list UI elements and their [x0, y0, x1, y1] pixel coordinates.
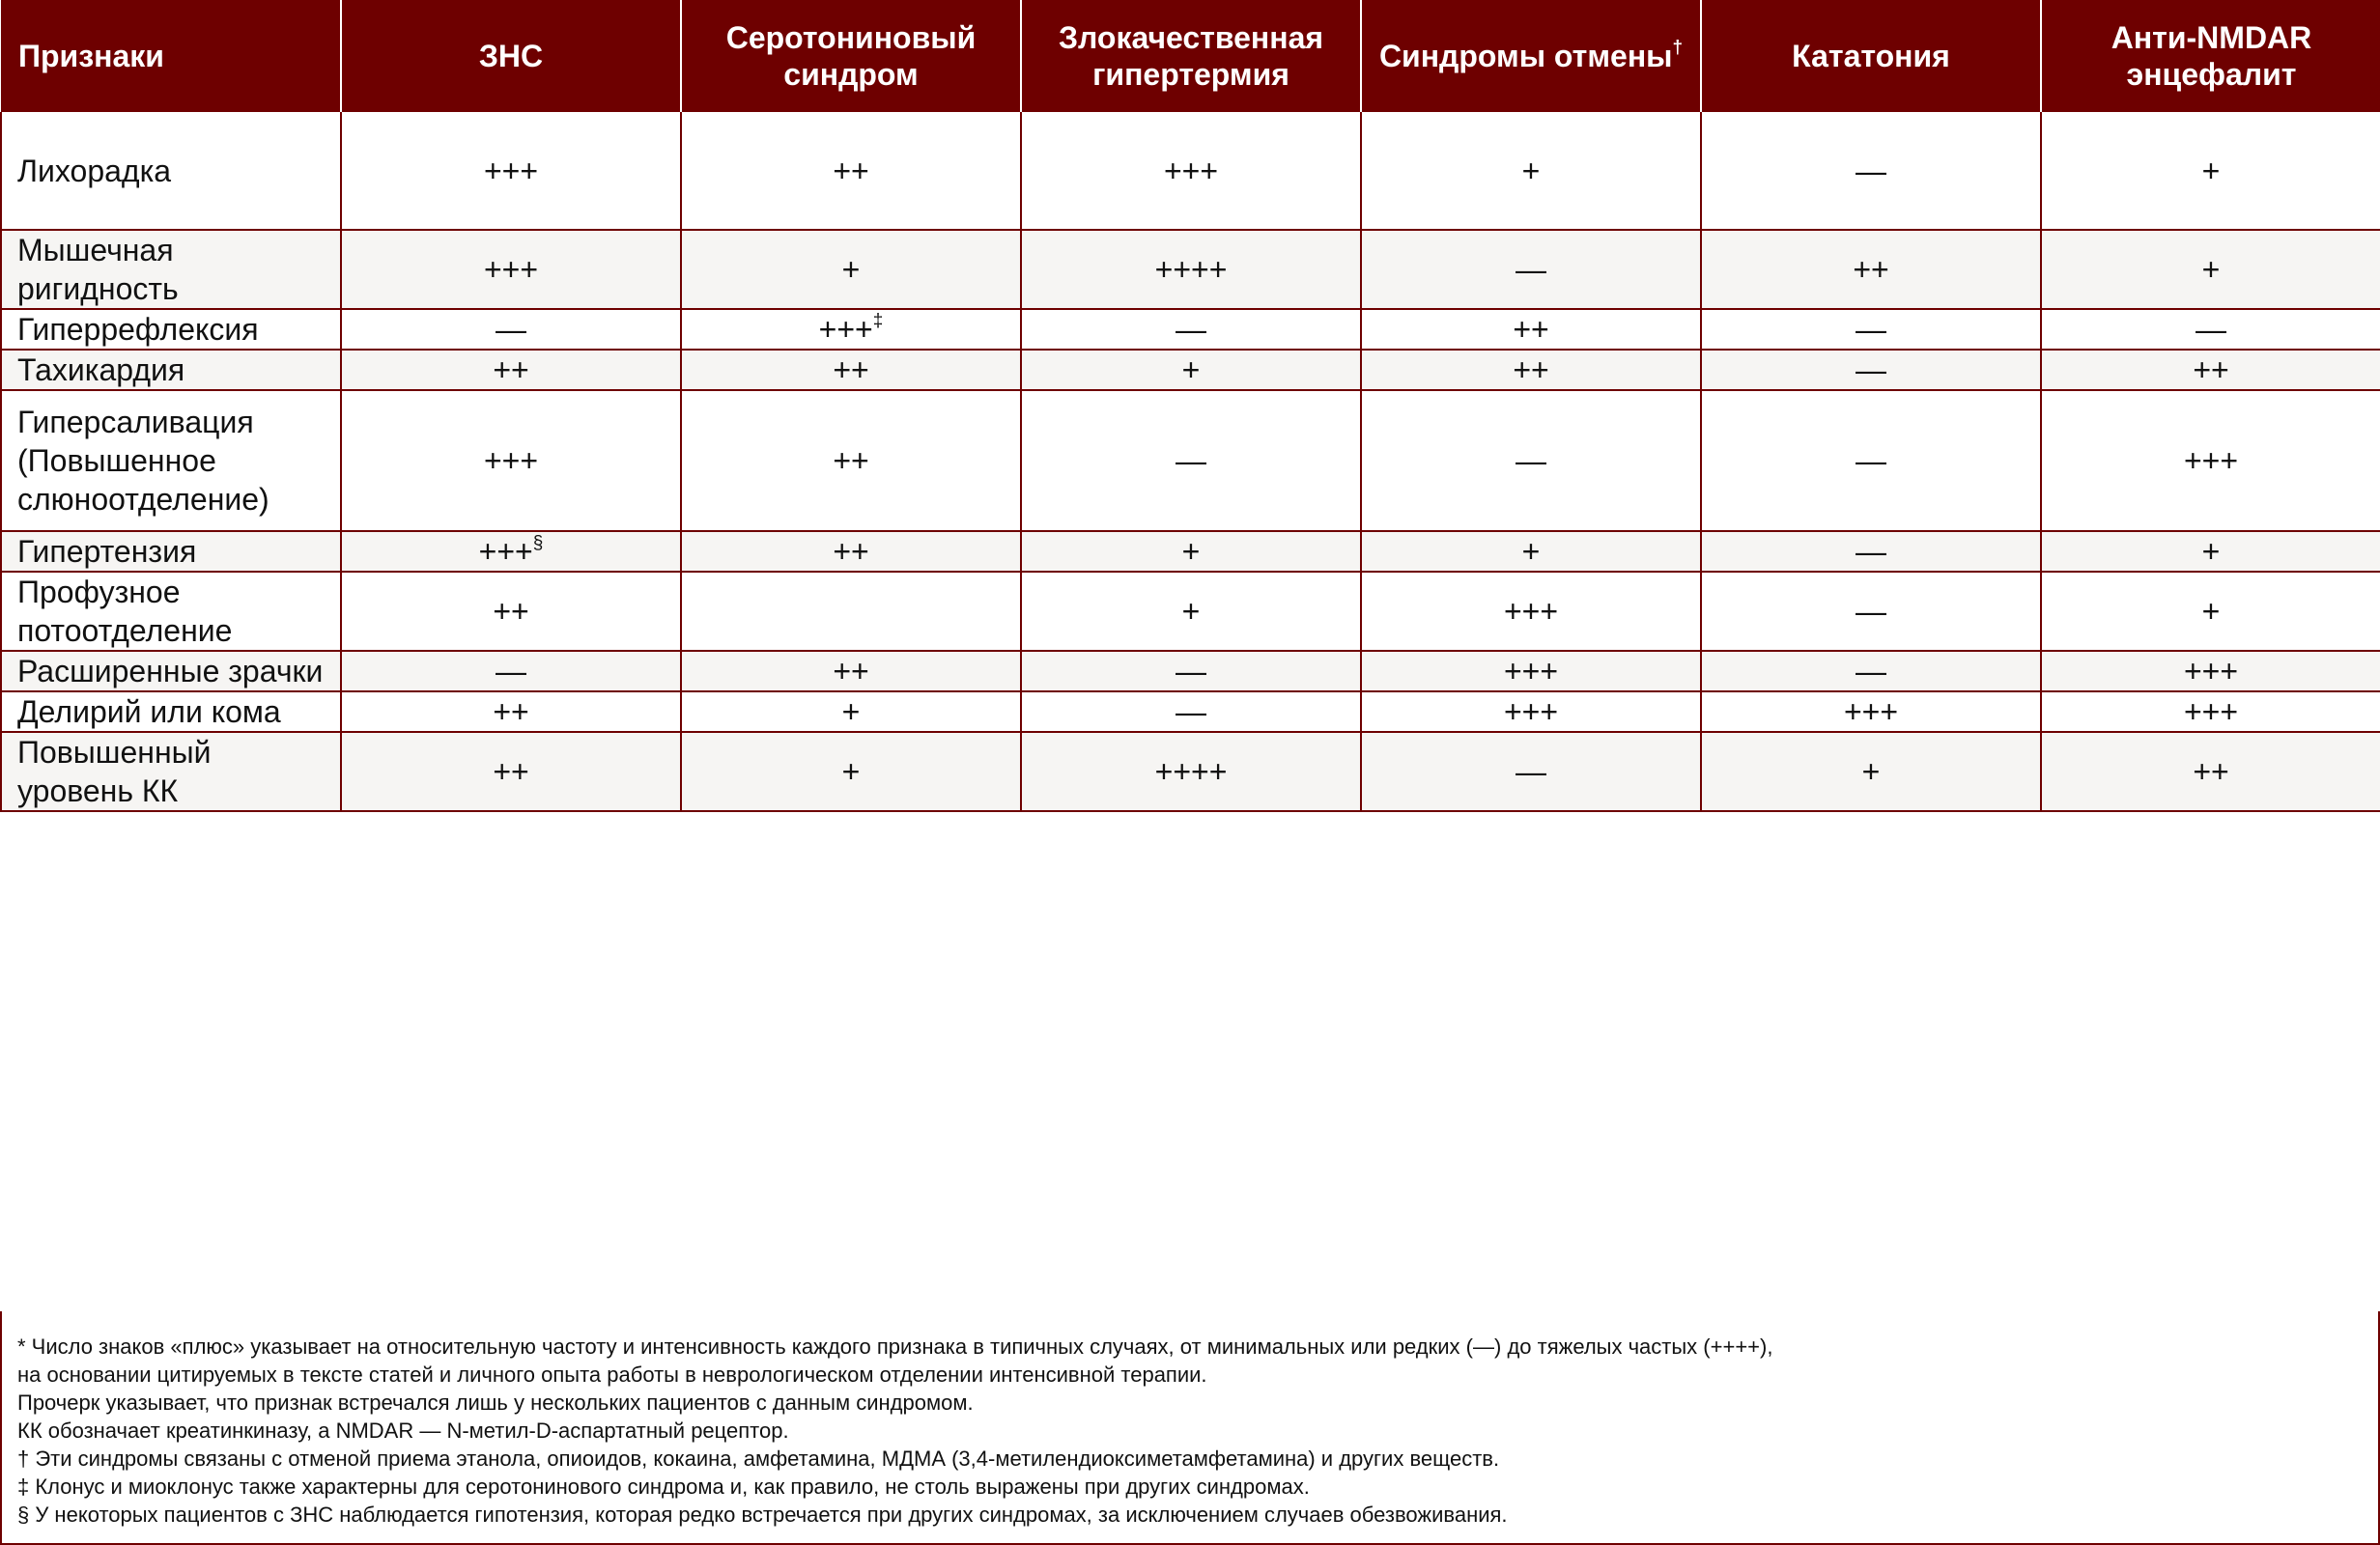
value-cell: + [1701, 732, 2041, 811]
header-anti-nmdar-encephalitis: Анти-NMDAR энцефалит [2041, 0, 2380, 112]
value-cell: ++ [2041, 732, 2380, 811]
header-features: Признаки [1, 0, 341, 112]
header-nms: ЗНС [341, 0, 681, 112]
value-cell: + [1021, 531, 1361, 572]
value-cell: +++ [2041, 691, 2380, 732]
footnote-line: * Число знаков «плюс» указывает на относительную частоту и интенсивность каждого признака в типичных случаях, от минимальных или редких (—) до тяжелых частых (++++), [17, 1334, 1773, 1359]
table-row [1, 350, 2380, 390]
footnote-line: § У некоторых пациентов с ЗНС наблюдается гипотензия, которая редко встречается при других синдромах, за исключением случаев обезвоживания. [17, 1503, 1508, 1527]
value-cell: — [341, 309, 681, 350]
value-cell: — [1361, 390, 1701, 531]
value-cell: ++ [341, 691, 681, 732]
value-cell: — [1701, 390, 2041, 531]
value-cell: +++ [2041, 651, 2380, 691]
table-row [1, 390, 2380, 531]
value-cell: — [1361, 732, 1701, 811]
value-cell: — [1701, 572, 2041, 651]
value-cell: ++ [681, 390, 1021, 531]
value-cell: — [1701, 309, 2041, 350]
footnotes [0, 1311, 2380, 1545]
table-row [1, 309, 2380, 350]
value-cell: + [1021, 350, 1361, 390]
value-cell: — [1701, 531, 2041, 572]
value-cell: +++§ [341, 531, 681, 572]
value-cell: +++ [341, 230, 681, 309]
table-row [1, 572, 2380, 651]
table-row [1, 531, 2380, 572]
value-cell: — [1701, 350, 2041, 390]
value-cell: ++ [681, 350, 1021, 390]
value-cell: — [1021, 309, 1361, 350]
header-serotonin-syndrome: Серотониновый синдром [681, 0, 1021, 112]
table-row [1, 691, 2380, 732]
value-cell: + [2041, 112, 2380, 230]
table-row [1, 230, 2380, 309]
value-cell: +++ [2041, 390, 2380, 531]
feature-cell: Гипертензия [1, 531, 341, 572]
value-cell: + [2041, 572, 2380, 651]
value-cell: +++ [1701, 691, 2041, 732]
value-cell: — [1021, 651, 1361, 691]
value-cell: ++ [681, 112, 1021, 230]
footnote-line: † Эти синдромы связаны с отменой приема этанола, опиоидов, кокаина, амфетамина, МДМА (3,4-метилендиоксиметамфетамина) и других веществ. [17, 1447, 1500, 1471]
value-cell: + [2041, 531, 2380, 572]
value-cell: ++ [1361, 350, 1701, 390]
value-cell: — [1701, 651, 2041, 691]
feature-cell: Тахикардия [1, 350, 341, 390]
feature-cell: Лихорадка [1, 112, 341, 230]
value-cell: +++ [341, 390, 681, 531]
footnote-line: на основании цитируемых в тексте статей и личного опыта работы в неврологическом отделении интенсивной терапии. [17, 1362, 1207, 1387]
table-row [1, 732, 2380, 811]
value-cell: — [1361, 230, 1701, 309]
feature-cell: Расширенные зрачки [1, 651, 341, 691]
value-cell: ++ [1701, 230, 2041, 309]
value-cell: + [1361, 531, 1701, 572]
value-cell: ++ [2041, 350, 2380, 390]
value-cell: ++ [341, 350, 681, 390]
header-withdrawal-syndromes: Синдромы отмены† [1361, 0, 1701, 112]
footnote-line: Прочерк указывает, что признак встречался лишь у нескольких пациентов с данным синдромом. [17, 1390, 974, 1415]
feature-cell: Гиперрефлексия [1, 309, 341, 350]
value-cell: + [681, 230, 1021, 309]
value-cell: +++‡ [681, 309, 1021, 350]
table-row [1, 112, 2380, 230]
value-cell: ++ [681, 651, 1021, 691]
header-malignant-hyperthermia: Злокачественная гипертермия [1021, 0, 1361, 112]
value-cell: + [681, 691, 1021, 732]
feature-cell: Мышечная ригидность [1, 230, 341, 309]
value-cell: +++ [341, 112, 681, 230]
value-cell: + [1021, 572, 1361, 651]
value-cell: ++ [1361, 309, 1701, 350]
feature-cell: Делирий или кома [1, 691, 341, 732]
value-cell: ++ [681, 531, 1021, 572]
value-cell: ++ [341, 572, 681, 651]
value-cell: — [2041, 309, 2380, 350]
value-cell: + [681, 732, 1021, 811]
footnote-line: КК обозначает креатинкиназу, а NMDAR — N-метил-D-аспартатный рецептор. [17, 1419, 789, 1443]
value-cell: ++++ [1021, 230, 1361, 309]
value-cell: + [2041, 230, 2380, 309]
value-cell: — [1021, 390, 1361, 531]
header-catatonia: Кататония [1701, 0, 2041, 112]
value-cell: +++ [1021, 112, 1361, 230]
feature-cell: Повышенный уровень КК [1, 732, 341, 811]
value-cell: ++ [341, 732, 681, 811]
table-row [1, 651, 2380, 691]
value-cell: + [1361, 112, 1701, 230]
feature-cell: Гиперсаливация (Повышенное слюноотделение) [1, 390, 341, 531]
feature-cell: Профузное потоотделение [1, 572, 341, 651]
value-cell: +++ [1361, 651, 1701, 691]
table-header-row [1, 0, 2380, 112]
value-cell: — [1701, 112, 2041, 230]
value-cell: ++++ [1021, 732, 1361, 811]
value-cell [681, 572, 1021, 651]
value-cell: — [341, 651, 681, 691]
value-cell: +++ [1361, 691, 1701, 732]
value-cell: — [1021, 691, 1361, 732]
value-cell: +++ [1361, 572, 1701, 651]
footnote-line: ‡ Клонус и миоклонус также характерны для серотонинового синдрома и, как правило, не столь выражены при других синдромах. [17, 1475, 1310, 1499]
